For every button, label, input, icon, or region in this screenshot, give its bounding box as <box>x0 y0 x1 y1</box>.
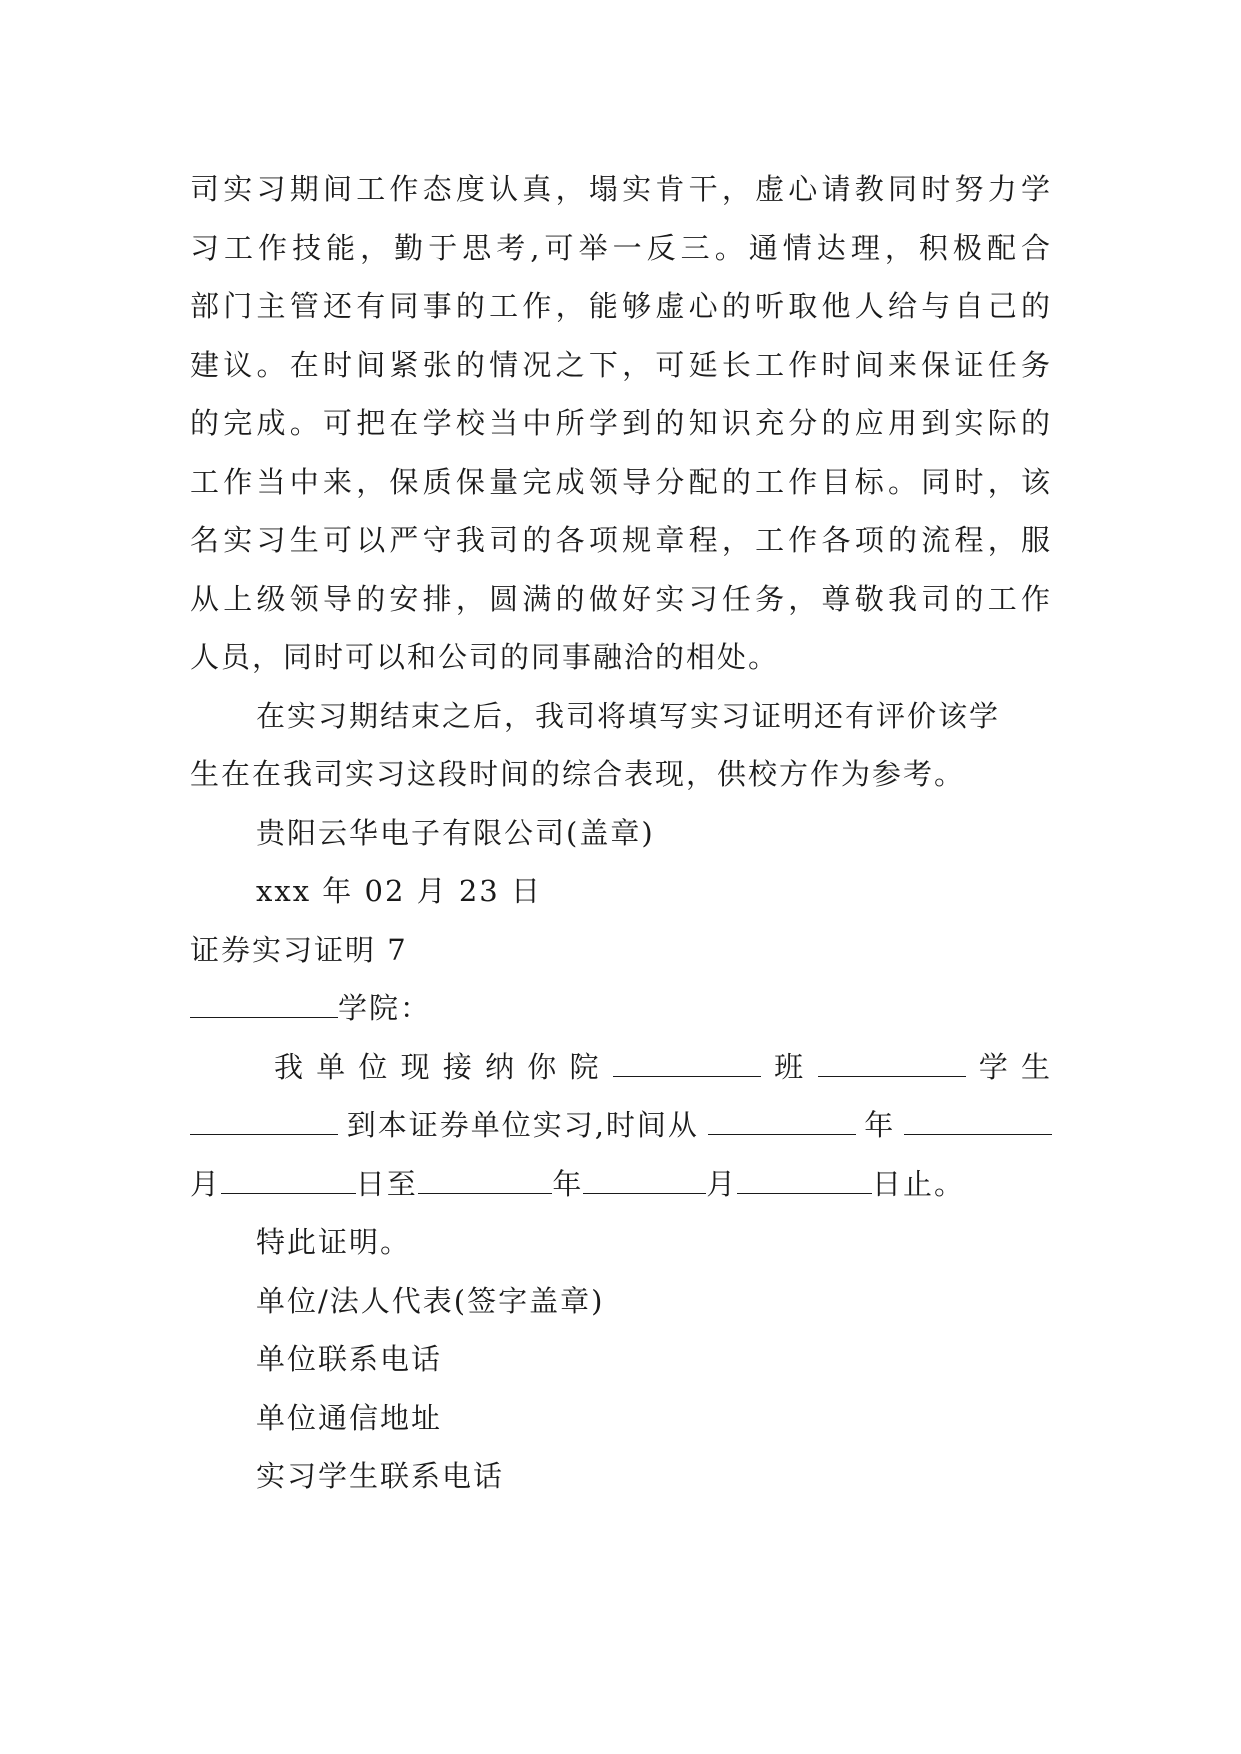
paragraph-line: 名实习生可以严守我司的各项规章程，工作各项的流程，服 <box>190 523 1052 557</box>
paragraph-line: 从上级领导的安排，圆满的做好实习任务，尊敬我司的工作 <box>190 581 1052 616</box>
paragraph-line: 人员，同时可以和公司的同事融洽的相处。 <box>190 640 780 674</box>
field-unit-phone: 单位联系电话 <box>256 1342 443 1376</box>
salutation-suffix: 学院： <box>338 991 432 1025</box>
blank-start-year <box>708 1108 856 1135</box>
field-legal-representative: 单位/法人代表(签字盖章) <box>256 1283 605 1318</box>
certificate-title: 证券实习证明 7 <box>190 932 408 967</box>
field-student-phone: 实习学生联系电话 <box>256 1459 505 1493</box>
signoff-date: xxx 年 02 月 23 日 <box>256 874 542 908</box>
paragraph-line: 生在在我司实习这段时间的综合表现，供校方作为参考。 <box>190 757 966 791</box>
body-text: 日止。 <box>871 1166 965 1201</box>
continuation-paragraph <box>190 160 1052 687</box>
paragraph-line: 司实习期间工作态度认真，塌实肯干，虚心请教同时努力学 <box>190 172 1052 206</box>
body-text: 年 <box>552 1166 584 1201</box>
certificate-body-line <box>190 1096 1052 1155</box>
blank-start-month <box>904 1108 1052 1135</box>
paragraph-line: 在实习期结束之后，我司将填写实习证明还有评价该学 <box>256 698 1001 733</box>
closing-paragraph <box>190 687 1052 804</box>
salutation <box>190 979 1052 1038</box>
certificate-statement: 特此证明。 <box>256 1225 412 1259</box>
body-text: 月 <box>190 1166 222 1201</box>
company-signature: 贵阳云华电子有限公司(盖章) <box>256 815 655 850</box>
body-text: 到本证券单位实习,时间从 <box>346 1108 699 1142</box>
blank-end-month <box>583 1167 706 1194</box>
blank-end-year <box>418 1167 553 1194</box>
blank-start-day <box>221 1167 356 1194</box>
paragraph-line: 建议。在时间紧张的情况之下，可延长工作时间来保证任务 <box>190 347 1052 382</box>
paragraph-line: 工作当中来，保质保量完成领导分配的工作目标。同时，该 <box>190 464 1052 499</box>
certificate-body-line <box>190 1155 965 1214</box>
certificate-body-line <box>190 1038 1052 1097</box>
body-text: 年 <box>864 1108 896 1142</box>
blank-class <box>613 1050 761 1077</box>
body-text: 月 <box>706 1166 738 1201</box>
paragraph-line: 部门主管还有同事的工作，能够虚心的听取他人给与自己的 <box>190 289 1052 323</box>
document-page <box>190 160 1052 1506</box>
blank-end-day <box>737 1167 872 1194</box>
field-unit-address: 单位通信地址 <box>256 1400 443 1435</box>
body-text: 我 单 位 现 接 纳 你 院 <box>274 1049 601 1084</box>
blank-student <box>818 1050 966 1077</box>
blank-college <box>190 991 338 1018</box>
body-text: 学 生 <box>978 1049 1052 1084</box>
body-text: 日至 <box>355 1166 418 1201</box>
paragraph-line: 的完成。可把在学校当中所学到的知识充分的应用到实际的 <box>190 406 1052 440</box>
blank-student-name <box>190 1108 338 1135</box>
paragraph-line: 习工作技能，勤于思考,可举一反三。通情达理，积极配合 <box>190 230 1052 265</box>
body-text: 班 <box>774 1049 806 1084</box>
